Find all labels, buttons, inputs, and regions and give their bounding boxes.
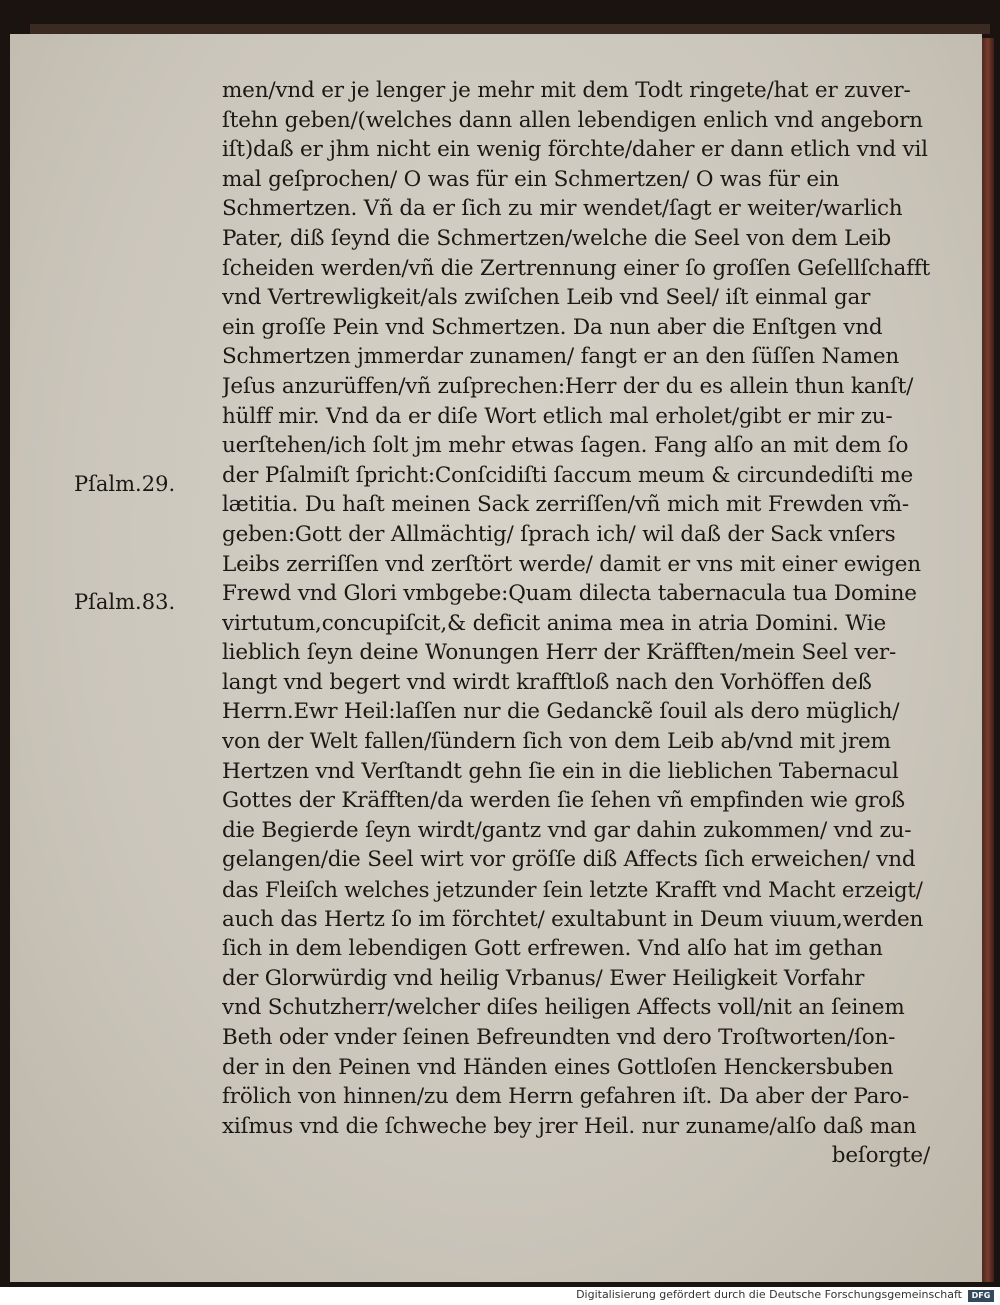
text-line: ſcheiden werden/vñ die Zertrennung einer ſo groſſen Geſellſchafft: [222, 255, 930, 281]
text-line: gelangen/die Seel wirt vor gröſſe diß Affects ſich erweichen/ vnd: [222, 847, 916, 873]
text-line: Leibs zerriſſen vnd zerſtört werde/ damit er vns mit einer ewigen: [222, 551, 921, 577]
text-line: uerſtehen/ich ſolt jm mehr etwas ſagen. Fang alſo an mit dem ſo: [222, 433, 909, 459]
text-line: geben:Gott der Allmächtig/ ſprach ich/ wil daß der Sack vnſers: [222, 521, 896, 547]
text-line: Schmertzen. Vñ da er ſich zu mir wendet/ſagt er weiter/warlich: [222, 196, 903, 222]
text-line: mal geſprochen/ O was für ein Schmertzen/ O was für ein: [222, 166, 840, 192]
marginal-note-psalm-83: Pſalm.83.: [74, 590, 176, 614]
text-line: auch das Hertz ſo im förchtet/ exultabunt in Deum viuum,werden: [222, 906, 924, 932]
text-line: Pater, diß ſeynd die Schmertzen/welche die Seel von dem Leib: [222, 225, 892, 251]
text-line: das Fleiſch welches jetzunder ſein letzte Krafft vnd Macht erzeigt/: [222, 877, 923, 903]
marginal-note-psalm-29: Pſalm.29.: [74, 472, 176, 496]
text-line: die Begierde ſeyn wirdt/gantz vnd gar dahin zukommen/ vnd zu-: [222, 817, 912, 843]
text-line: Gottes der Kräfften/da werden ſie ſehen vñ empfinden wie groß: [222, 788, 905, 814]
text-line: lieblich ſeyn deine Wonungen Herr der Kräfften/mein Seel ver-: [222, 640, 897, 666]
text-line: iſt)daß er jhm nicht ein wenig förchte/daher er dann etlich vnd vil: [222, 137, 928, 163]
text-line: lætitia. Du haſt meinen Sack zerriſſen/vñ mich mit Frewden vm̃-: [222, 492, 909, 518]
catchword: beſorgte/: [831, 1143, 930, 1169]
text-line: der in den Peinen vnd Händen eines Gottloſen Henckersbuben: [222, 1054, 894, 1080]
text-line: hülff mir. Vnd da er diſe Wort etlich mal erholet/gibt er mir zu-: [222, 403, 893, 429]
book-edge-right: [982, 38, 994, 1282]
text-line: Schmertzen jmmerdar zunamen/ fangt er an den ſüſſen Namen: [222, 344, 900, 370]
funding-notice: Digitalisierung gefördert durch die Deutsche Forschungsgemeinschaft: [576, 1288, 962, 1301]
text-line: ein groſſe Pein vnd Schmertzen. Da nun aber die Enſtgen vnd: [222, 314, 883, 340]
text-line: vnd Vertrewligkeit/als zwiſchen Leib vnd Seel/ iſt einmal gar: [222, 285, 871, 311]
text-line: Beth oder vnder ſeinen Befreundten vnd dero Troſtworten/ſon-: [222, 1025, 896, 1050]
text-line: frölich von hinnen/zu dem Herrn gefahren iſt. Da aber der Paro-: [222, 1084, 910, 1110]
dfg-logo-icon: DFG: [968, 1290, 994, 1302]
text-line: xiſmus vnd die ſchweche bey jrer Heil. nur zuname/alſo daß man: [222, 1113, 917, 1139]
page-text: [222, 76, 930, 1171]
text-line: virtutum,concupiſcit,& deficit anima mea in atria Domini. Wie: [222, 610, 887, 636]
text-line: der Pſalmiſt ſpricht:Conſcidiſti ſaccum meum & circundediſti me: [222, 462, 914, 488]
text-line: Frewd vnd Glori vmbgebe:Quam dilecta tabernacula tua Domine: [222, 581, 917, 607]
text-line: der Glorwürdig vnd heilig Vrbanus/ Ewer Heiligkeit Vorfahr: [222, 965, 865, 991]
text-line: von der Welt fallen/ſündern ſich von dem Leib ab/vnd mit jrem: [222, 729, 891, 755]
text-line: Jeſus anzurüffen/vñ zuſprechen:Herr der du es allein thun kanſt/: [222, 373, 914, 399]
text-line: Herrn.Ewr Heil:laſſen nur die Gedanckẽ ſouil als dero müglich/: [222, 699, 900, 725]
text-line: men/vnd er je lenger je mehr mit dem Todt ringete/hat er zuver-: [222, 78, 911, 103]
text-line: Hertzen vnd Verſtandt gehn ſie ein in die lieblichen Tabernacul: [222, 758, 899, 784]
book-edge-top: [30, 24, 990, 34]
digitization-footer: [0, 1287, 1000, 1305]
text-line: ſich in dem lebendigen Gott erfrewen. Vnd alſo hat im gethan: [222, 936, 883, 962]
text-line: langt vnd begert vnd wirdt krafftloß nach den Vorhöffen deß: [222, 669, 872, 695]
text-line: vnd Schutzherr/welcher diſes heiligen Affects voll/nit an ſeinem: [222, 995, 905, 1021]
text-line: ſtehn geben/(welches dann allen lebendigen enlich vnd angeborn: [222, 107, 923, 133]
